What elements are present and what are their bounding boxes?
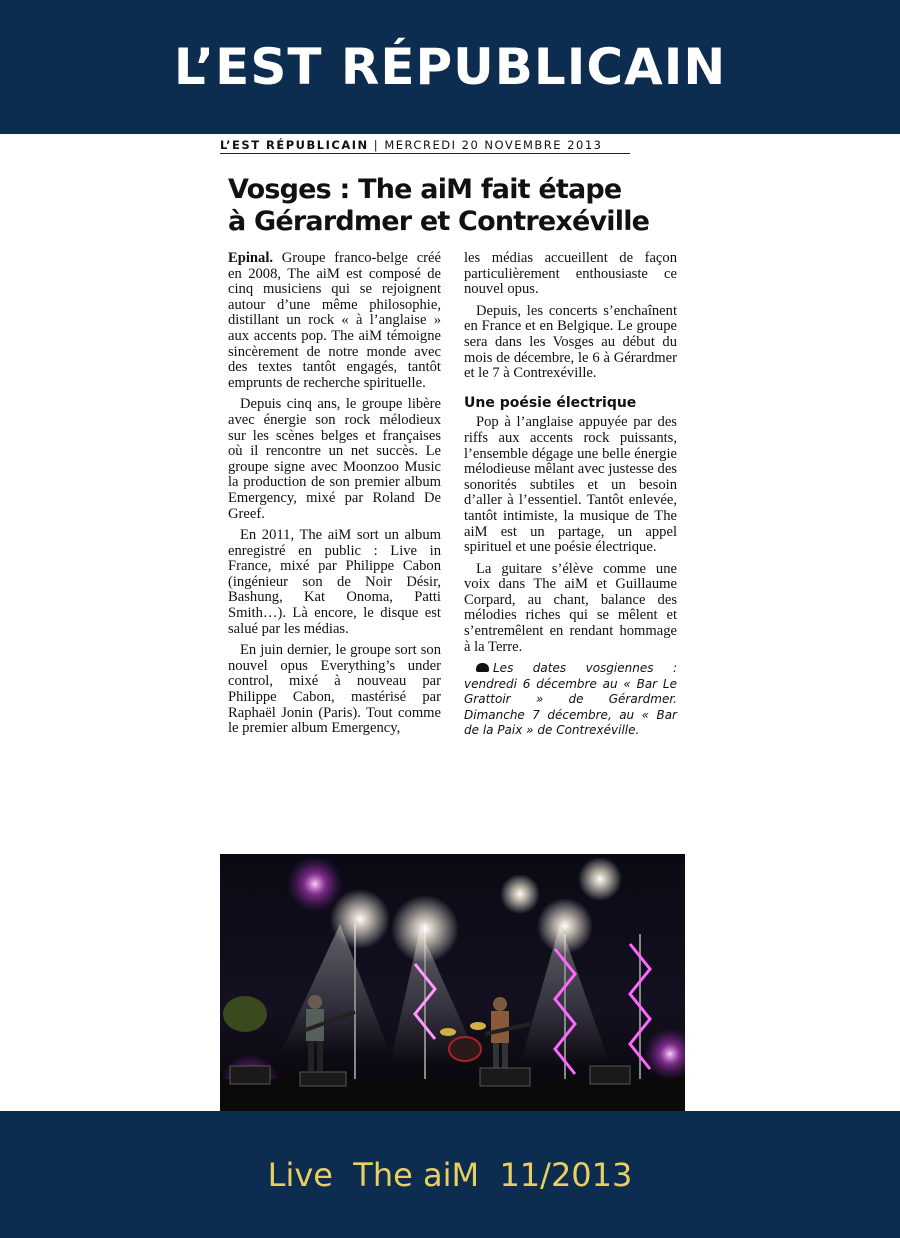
paragraph-7: La guitare s’élève comme une voix dans The aiM et Guillaume Corpard, au chant, balance des mélodies riches qui se mêlent et s’entremêlent en rendant hommage à la Terre.: [464, 560, 677, 655]
concert-dates-info: [464, 661, 677, 739]
newspaper-title: L’EST RÉPUBLICAIN: [173, 38, 727, 96]
paragraph-4-continued: les médias accueillent de façon particulièrement enthousiaste ce nouvel opus.: [464, 250, 677, 298]
paragraph-1: [228, 251, 441, 391]
paragraph-4: En juin dernier, le groupe sort son nouvel opus Everything’s under control, mixé à nouveau par Philippe Cabon, mastérisé par Raphaël Jonin (Paris). Tout comme le premier album Emergency,: [228, 642, 441, 737]
bottom-banner: [0, 1111, 900, 1238]
article-headline: [228, 174, 678, 238]
dateline: [220, 138, 630, 154]
paragraph-1-text: Groupe franco-belge créé en 2008, The aiM est composé de cinq musiciens qui se rejoignent autour d’une même philosophie, distillant un rock « à l’anglaise » aux accents pop. The aiM témoigne sincèrement de notre monde avec des textes tantôt engagés, tantôt emprunts de recherche spirituelle.: [228, 250, 441, 391]
concert-stage-image: [220, 854, 685, 1111]
footer-caption: Live The aiM 11/2013: [267, 1155, 633, 1194]
headline-line-2: à Gérardmer et Contrexéville: [228, 206, 650, 237]
headline-line-1: Vosges : The aiM fait étape: [228, 174, 622, 205]
top-banner: [0, 0, 900, 134]
dateline-date: MERCREDI 20 NOVEMBRE 2013: [384, 138, 603, 152]
phone-icon: [476, 663, 489, 672]
newspaper-clipping: [220, 134, 685, 1111]
paragraph-6: Pop à l’anglaise appuyée par des riffs aux accents rock puissants, l’ensemble dégage une belle énergie mélodieuse mêlant avec justesse des sonorités subtiles et un besoin d’aller à l’essentiel. Tantôt enlevée, tantôt intimiste, la musique de The aiM est un partage, un appel spirituel et une poésie électrique.: [464, 414, 677, 556]
dateline-paper: L’EST RÉPUBLICAIN: [220, 138, 369, 152]
article-subhead: Une poésie électrique: [464, 394, 637, 411]
concert-dates-text: Les dates vosgiennes : vendredi 6 décembre au « Bar Le Grattoir » de Gérardmer. Dimanche 7 décembre, au « Bar de la Paix » de Contrexéville.: [464, 661, 677, 738]
article-column-left: [228, 251, 441, 743]
concert-photo: [220, 854, 685, 1111]
paragraph-3: En 2011, The aiM sort un album enregistré en public : Live in France, mixé par Philippe Cabon (ingénieur son de Noir Désir, Bashung, Kat Onoma, Patti Smith…). Là encore, le disque est salué par les médias.: [228, 527, 441, 637]
article-column-right: [464, 251, 677, 745]
dateline-separator: |: [373, 138, 380, 152]
paragraph-5: Depuis, les concerts s’enchaînent en France et en Belgique. Le groupe sera dans les Vosges au début du mois de décembre, le 6 à Gérardmer et le 7 à Contrexéville.: [464, 302, 677, 382]
lead-place: Epinal.: [228, 250, 274, 266]
paragraph-2: Depuis cinq ans, le groupe libère avec énergie son rock mélodieux sur les scènes belges et françaises où il rencontre un net succès. Le groupe signe avec Moonzoo Music la production de son premier album Emergency, mixé par Roland De Greef.: [228, 396, 441, 522]
